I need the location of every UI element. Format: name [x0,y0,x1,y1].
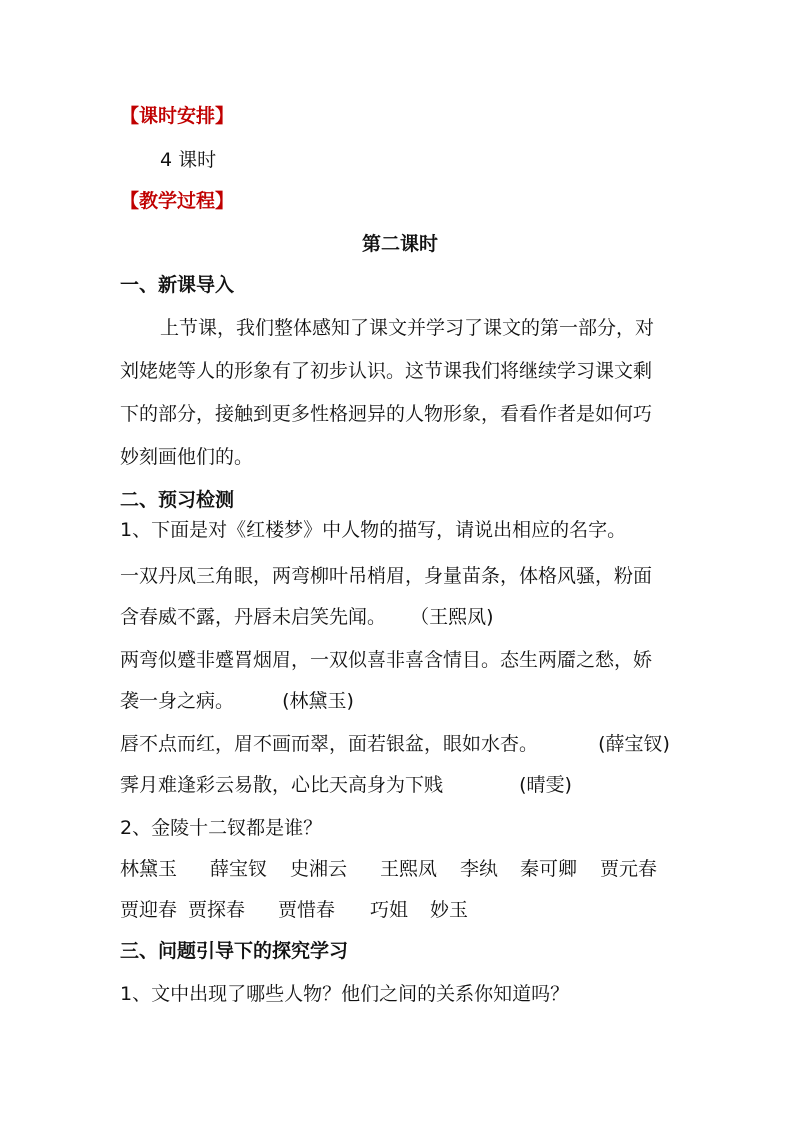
section3-question-1: 1、文中出现了哪些人物？他们之间的关系你知道吗？ [120,983,570,1005]
name-item: 贾探春 [188,899,246,921]
name-item: 王熙凤 [380,858,438,880]
name-item: 贾惜春 [278,899,336,921]
description-2-line-1: 两弯似蹙非蹙罥烟眉，一双似喜非喜含情目。态生两靥之愁，娇 [120,649,653,671]
section1-heading: 一、新课导入 [120,274,235,296]
description-1-line-1: 一双丹凤三角眼，两弯柳叶吊梢眉，身量苗条，体格风骚，粉面 [120,565,653,587]
answer-1: （王熙凤) [410,606,494,628]
answer-3: (薛宝钗) [598,733,670,755]
name-item: 林黛玉 [120,858,178,880]
section1-paragraph-line-3: 下的部分，接触到更多性格迥异的人物形象，看看作者是如何巧 [120,403,653,425]
process-heading: 【教学过程】 [120,190,235,212]
name-item: 李纨 [460,858,499,880]
answer-4: (晴雯) [519,774,572,796]
answer-2: (林黛玉) [282,690,354,712]
name-item: 史湘云 [290,858,348,880]
name-item: 巧姐 [370,899,409,921]
section1-paragraph-line-1: 上节课，我们整体感知了课文并学习了课文的第一部分，对 [160,317,655,339]
section2-question-2: 2、金陵十二钗都是谁？ [120,817,323,839]
schedule-heading: 【课时安排】 [120,105,235,127]
description-1-line-2 [120,605,680,629]
lesson-title: 第二课时 [361,233,438,255]
name-item: 秦可卿 [520,858,578,880]
description-4-text: 霁月难逢彩云易散，心比天高身为下贱 [120,774,444,796]
section2-heading: 二、预习检测 [120,489,235,511]
name-item: 薛宝钗 [210,858,268,880]
name-item: 贾元春 [600,858,658,880]
section2-question-1: 1、下面是对《红楼梦》中人物的描写，请说出相应的名字。 [120,519,627,541]
names-row-2 [120,898,680,922]
section3-heading: 三、问题引导下的探究学习 [120,940,349,962]
description-2-text: 袭一身之病。 [120,690,235,712]
description-4-line [120,773,680,797]
schedule-value: 4 课时 [160,149,217,171]
description-2-line-2 [120,689,680,713]
description-1-text: 含春威不露，丹唇未启笑先闻。 [120,606,387,628]
description-3-line [120,732,680,756]
section1-paragraph-line-2: 刘姥姥等人的形象有了初步认识。这节课我们将继续学习课文剩 [120,360,653,382]
names-row-1 [120,857,680,881]
section1-paragraph-line-4: 妙刻画他们的。 [120,446,254,468]
name-item: 贾迎春 [120,899,178,921]
description-3-text: 唇不点而红，眉不画而翠，面若银盆，眼如水杏。 [120,733,539,755]
name-item: 妙玉 [430,899,469,921]
